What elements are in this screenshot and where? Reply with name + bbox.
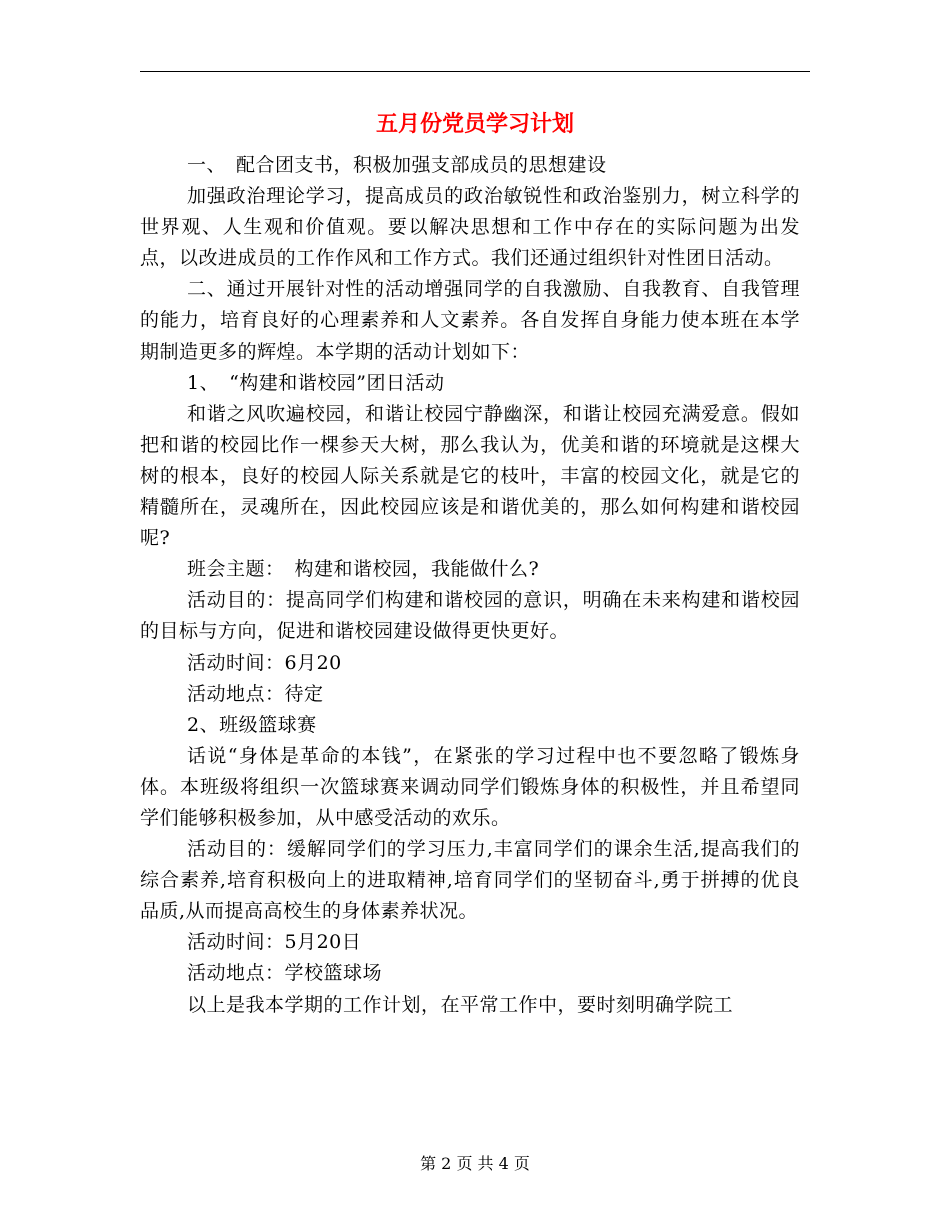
activity-heading-1: 1、 “构建和谐校园”团日活动: [187, 371, 445, 394]
section-heading-2: 二、通过开展针对性的活动增强同学的自我激励、自我教育、自我管理的能力，培育良好的心理素养和人文素养。各自发挥自身能力使本班在本学期制造更多的辉煌。本学期的活动计划如下：: [140, 278, 800, 363]
activity-location: 活动地点：学校篮球场: [187, 962, 383, 985]
activity-location: 活动地点：待定: [187, 682, 324, 705]
section-heading-1: 一、 配合团支书，积极加强支部成员的思想建设: [187, 154, 607, 176]
activity-heading-2: 2、班级篮球赛: [187, 713, 317, 736]
activity-purpose: 活动目的：缓解同学们的学习压力,丰富同学们的课余生活,提高我们的综合素养,培育积极向上的进取精神,培育同学们的坚韧奋斗,勇于拼搏的优良品质,从而提高高校生的身体素养状况。: [140, 838, 800, 923]
body-paragraph: 和谐之风吹遍校园，和谐让校园宁静幽深，和谐让校园充满爱意。假如把和谐的校园比作一棵参天大树，那么我认为，优美和谐的环境就是这棵大树的根本，良好的校园人际关系就是它的枝叶，丰富的校园文化，就是它的精髓所在，灵魂所在，因此校园应该是和谐优美的，那么如何构建和谐校园呢?: [140, 402, 800, 550]
body-paragraph: 以上是我本学期的工作计划，在平常工作中，要时刻明确学院工: [187, 993, 734, 1016]
header-rule: [140, 71, 810, 72]
body-paragraph: 话说“身体是革命的本钱”，在紧张的学习过程中也不要忽略了锻炼身体。本班级将组织一次篮球赛来调动同学们锻炼身体的积极性，并且希望同学们能够积极参加，从中感受活动的欢乐。: [140, 744, 800, 829]
page-number: 第 2 页 共 4 页: [420, 1154, 530, 1173]
activity-purpose: 活动目的：提高同学们构建和谐校园的意识，明确在未来构建和谐校园的目标与方向，促进和谐校园建设做得更快更好。: [140, 589, 800, 643]
document-title: 五月份党员学习计划: [375, 112, 574, 137]
document-body: [140, 150, 800, 1021]
class-meeting-theme: 班会主题： 构建和谐校园，我能做什么?: [187, 558, 540, 581]
activity-time: 活动时间：5月20日: [187, 931, 362, 954]
activity-time: 活动时间：6月20: [187, 651, 342, 674]
body-paragraph: 加强政治理论学习，提高成员的政治敏锐性和政治鉴别力，树立科学的世界观、人生观和价值观。要以解决思想和工作中存在的实际问题为出发点，以改进成员的工作作风和工作方式。我们还通过组织针对性团日活动。: [140, 185, 800, 270]
